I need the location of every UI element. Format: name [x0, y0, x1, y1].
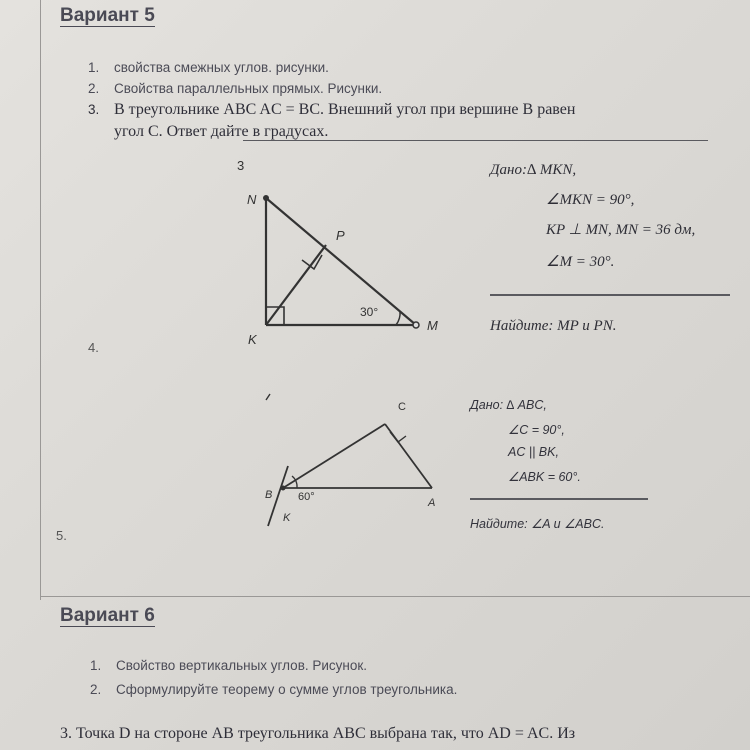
point-m: [413, 322, 419, 328]
task-4-divider: [490, 294, 730, 296]
task-4-given-4: ∠M = 30°.: [546, 254, 615, 270]
v6-item-1: 1. Свойство вертикальных углов. Рисунок.: [90, 658, 368, 673]
task-5-find: Найдите: ∠A и ∠ABC.: [470, 517, 605, 531]
v6-item-2: 2. Сформулируйте теорему о сумме углов треугольника.: [90, 682, 458, 697]
task-5-given-4: ∠ABK = 60°.: [508, 470, 581, 484]
task-4-given-3: KP ⊥ MN, MN = 36 дм,: [546, 222, 696, 238]
task-4-find: Найдите: MP и PN.: [490, 318, 617, 334]
task-4-given-1: Дано:∆ MKN,: [490, 162, 577, 178]
label-c: C: [398, 401, 406, 413]
angle-label-30: 30°: [360, 305, 379, 319]
line-bk-top: [266, 394, 270, 400]
side-bc: [283, 424, 385, 488]
point-b: [281, 486, 286, 491]
task-5-given-3: AC || BK,: [508, 445, 559, 459]
v5-item-3: 3. В треугольнике ABC AC = BC. Внешний угол при вершине B равен: [88, 101, 576, 118]
v5-item-2: 2. Свойства параллельных прямых. Рисунки.: [88, 81, 383, 96]
variant-6-title: Вариант 6: [60, 605, 155, 626]
angle-label-60: 60°: [298, 491, 315, 503]
v5-item-1: 1. свойства смежных углов. рисунки.: [88, 60, 329, 75]
label-k5: K: [283, 512, 291, 524]
stray-mark: 3: [237, 158, 245, 173]
task-5-given-1: Дано: ∆ ABC,: [470, 398, 547, 412]
label-b: B: [265, 489, 273, 501]
label-p: P: [336, 228, 345, 243]
altitude-kp: [266, 245, 326, 325]
angle-arc-m: [396, 311, 400, 325]
v6-item-3: 3. Точка D на стороне AB треугольника ABC выбрана так, что AD = AC. Из: [60, 725, 576, 742]
task-4-given-2: ∠MKN = 90°,: [546, 192, 635, 208]
v5-item-3-continuation: угол C. Ответ дайте в градусах.: [114, 123, 329, 140]
side-nm: [266, 198, 416, 325]
task-5-given-2: ∠C = 90°,: [508, 423, 565, 437]
label-k: K: [248, 332, 257, 347]
label-n: N: [247, 192, 257, 207]
task-5-number: 5.: [56, 528, 67, 543]
task-5-divider: [470, 498, 648, 500]
point-n: [263, 195, 269, 201]
task-4-number: 4.: [88, 340, 99, 355]
label-a: A: [428, 497, 436, 509]
variant-5-title: Вариант 5: [60, 5, 155, 26]
label-m: M: [427, 318, 438, 333]
